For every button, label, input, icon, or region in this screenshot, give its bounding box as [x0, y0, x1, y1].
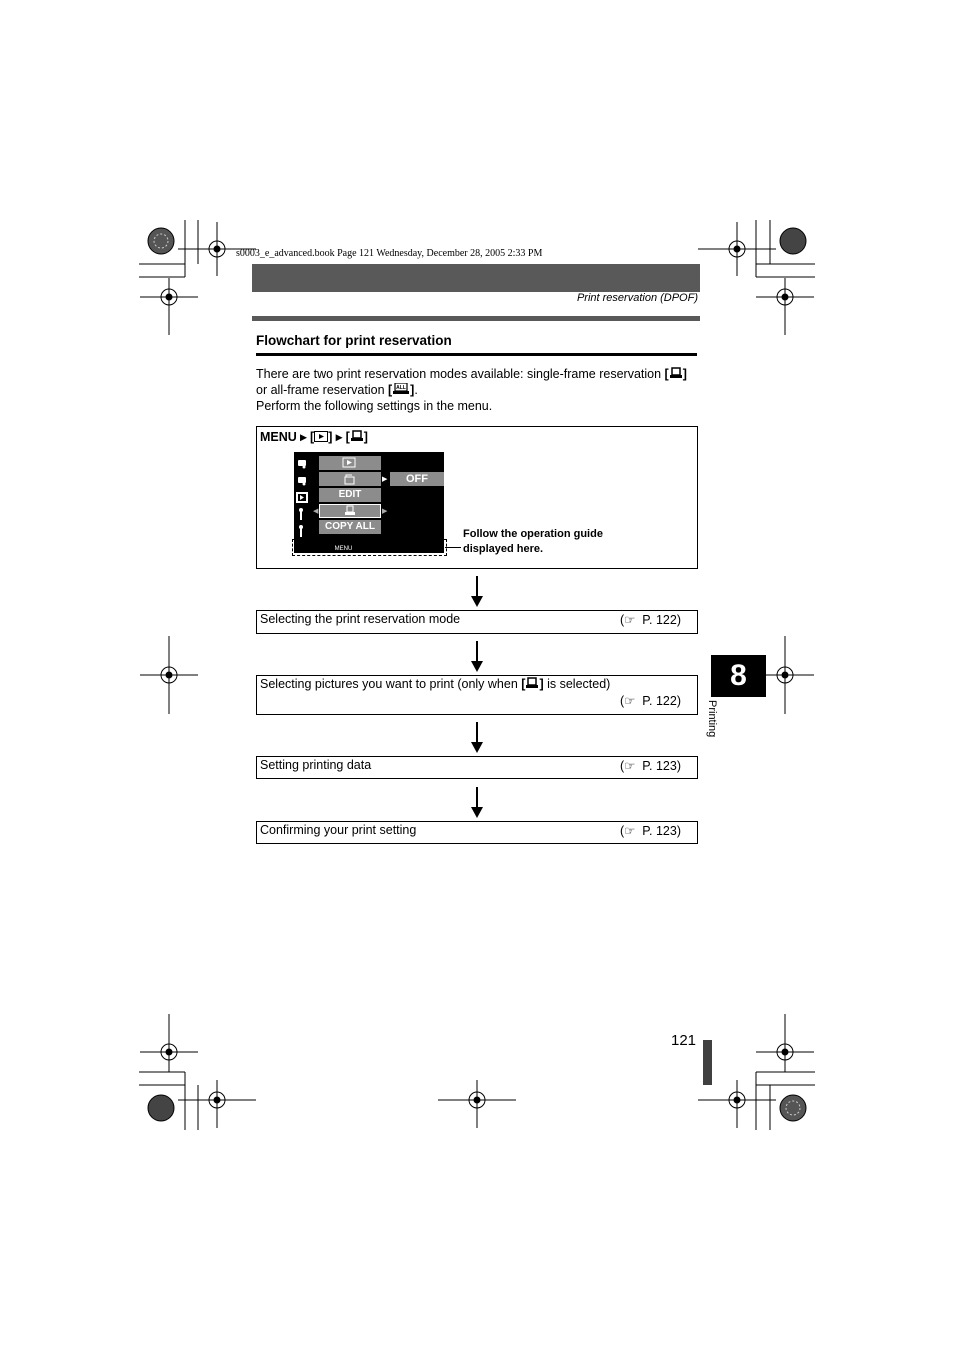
intro-line-3: Perform the following settings in the menu.	[256, 399, 493, 413]
header-rule	[252, 316, 700, 321]
page-ref-text: P. 123)	[642, 824, 681, 838]
page-bar	[703, 1040, 712, 1085]
diamond-icon: ◆	[415, 543, 422, 552]
guide-note	[463, 527, 603, 557]
diamond-icon: ◆	[327, 543, 334, 552]
menu-label: MENU	[260, 430, 297, 444]
flow-arrow	[471, 722, 483, 753]
chapter-tab: 8	[711, 655, 766, 697]
step-text: Setting printing data	[260, 758, 372, 772]
intro-line-1: There are two print reservation modes available: single-frame reservation	[256, 367, 662, 381]
arrow-right-icon: ▸	[335, 430, 343, 444]
step-box-1	[256, 610, 698, 634]
svg-text:ALL: ALL	[396, 385, 407, 391]
lcd-item-edit: EDIT	[319, 488, 381, 502]
menu-path: MENU ▸ [ ] ▸ [ ]	[260, 430, 368, 444]
protect-icon	[319, 472, 381, 486]
right-arrow-icon: ▶	[382, 508, 388, 515]
flow-arrow	[471, 641, 483, 672]
lcd-item-protect	[319, 472, 381, 486]
print-icon	[320, 505, 380, 517]
guide-select: SELECT	[355, 543, 387, 552]
reference-hand-icon: ☞	[624, 694, 636, 708]
guide-note-line-1: Follow the operation guide	[463, 528, 603, 540]
page-ref-text: P. 122)	[642, 694, 681, 708]
running-head: Print reservation (DPOF)	[576, 292, 698, 304]
lcd-value: OFF	[390, 472, 444, 486]
intro-line-2: or all-frame reservation	[256, 383, 385, 397]
intro-paragraph: There are two print reservation modes available: single-frame reservation [ ] or all-frame reservation [ ALL ]. Perform the following settings in the menu.	[256, 366, 706, 414]
step-text: Confirming your print setting	[260, 823, 417, 837]
flow-arrow	[471, 576, 483, 607]
section-title: Flowchart for print reservation	[256, 333, 452, 348]
all-print-icon	[392, 383, 410, 395]
diamond-icon: ◆	[386, 543, 393, 552]
lcd-guide-bar	[292, 539, 447, 556]
reference-hand-icon: ☞	[624, 824, 636, 838]
guide-note-line-2: displayed here.	[463, 543, 544, 555]
step-text: Selecting the print reservation mode	[260, 612, 461, 626]
step-text-b: is selected)	[547, 677, 611, 691]
page-ref-text: P. 123)	[642, 759, 681, 773]
single-print-icon	[669, 367, 683, 379]
page-ref: (☞ P. 122)	[619, 694, 681, 708]
step-text: Selecting pictures you want to print (only when [ ] is selected)	[260, 677, 611, 691]
flow-arrow	[471, 787, 483, 818]
guide-go: GO	[402, 543, 416, 552]
single-print-icon	[350, 430, 364, 442]
playback-icon	[314, 431, 328, 442]
right-arrow-icon: ▶	[382, 476, 388, 483]
page-ref-text: P. 122)	[642, 613, 681, 627]
arrow-pad-icon: ◫	[392, 543, 401, 552]
reference-hand-icon: ☞	[624, 759, 636, 773]
lcd-item-print	[319, 504, 381, 518]
guide-cancel: CANCEL	[295, 543, 328, 552]
lcd-item-playback	[319, 456, 381, 470]
playback-icon	[319, 456, 381, 470]
page-ref: (☞ P. 122)	[619, 613, 681, 627]
page-number: 121	[671, 1032, 697, 1049]
step-box-4	[256, 821, 698, 844]
lcd-item-copy-all: COPY ALL	[319, 520, 381, 534]
step-text-a: Selecting pictures you want to print (only when	[260, 677, 518, 691]
print-info: s0003_e_advanced.book Page 121 Wednesday, December 28, 2005 2:33 PM	[236, 248, 543, 259]
lcd-menu-screen	[294, 452, 444, 553]
reference-hand-icon: ☞	[624, 613, 636, 627]
step-box-3	[256, 756, 698, 779]
arrow-right-icon: ▸	[300, 430, 307, 444]
single-print-icon	[525, 677, 539, 689]
page-ref: (☞ P. 123)	[619, 824, 681, 838]
step-box-2	[256, 675, 698, 715]
chapter-name: Printing	[706, 700, 718, 738]
menu-box	[256, 426, 698, 569]
guide-leader-line	[445, 547, 461, 548]
guide-ok: OK	[423, 543, 436, 552]
guide-menu: MENU	[334, 546, 353, 552]
header-band	[252, 264, 700, 292]
title-rule	[256, 353, 697, 356]
page-ref: (☞ P. 123)	[619, 759, 681, 773]
left-arrow-icon: ◀	[313, 508, 319, 515]
